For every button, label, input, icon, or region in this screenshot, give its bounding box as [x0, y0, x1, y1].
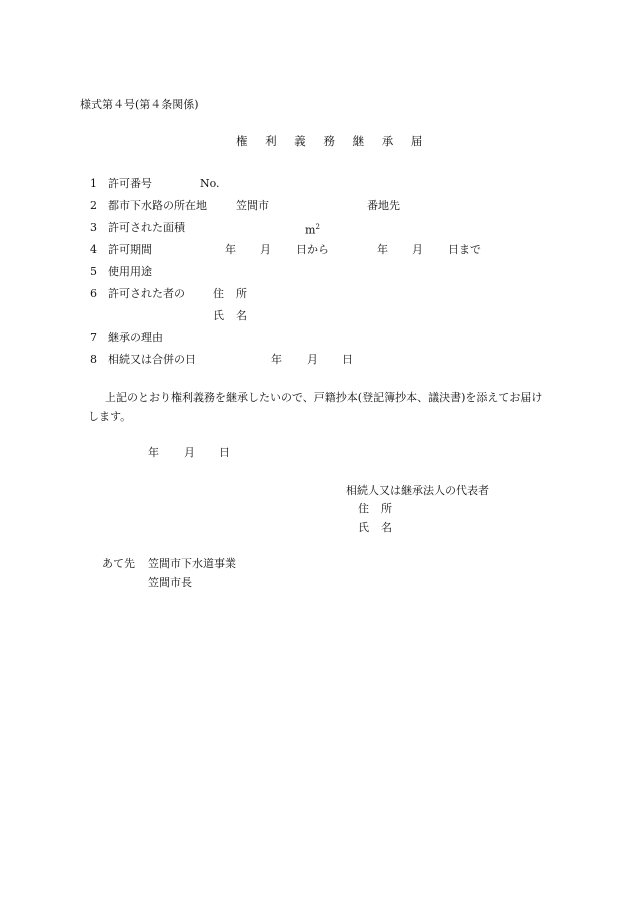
form-number: 様式第４号(第４条関係) [80, 98, 199, 111]
succession-month: 月 [307, 353, 318, 366]
item-number: 2 [90, 199, 97, 212]
body-paragraph: 上記のとおり権利義務を継承したいので、戸籍抄本(登記簿抄本、議決書)を添えてお届けします。 [88, 391, 543, 423]
item-label-succession-date: 相続又は合併の日 [108, 353, 196, 366]
area-unit: $m^2$ [305, 223, 320, 237]
date-year: 年 [148, 446, 159, 459]
period-start-month: 月 [260, 243, 271, 256]
permit-number-prefix: No. [200, 177, 220, 190]
recipient-line-1: 笠間市下水道事業 [148, 557, 236, 570]
location-city: 笠間市 [236, 199, 269, 212]
recipient-line-2: 笠間市長 [148, 576, 192, 589]
period-end-month: 月 [412, 243, 423, 256]
period-end-day: 日まで [448, 243, 481, 256]
applicant-heading: 相続人又は継承法人の代表者 [346, 484, 489, 497]
item-number: 1 [90, 177, 97, 190]
item-number: 4 [90, 243, 97, 256]
succession-year: 年 [271, 353, 282, 366]
permittee-address-label-1: 住 [213, 287, 224, 300]
recipient-label: あて先 [102, 557, 135, 570]
item-number: 8 [90, 353, 97, 366]
applicant-name-label-2: 名 [381, 521, 392, 534]
item-number: 6 [90, 287, 97, 300]
item-label-permittee: 許可された者の [108, 287, 185, 300]
permittee-address-label-2: 所 [236, 287, 247, 300]
item-number: 3 [90, 221, 97, 234]
date-day: 日 [219, 446, 230, 459]
item-label-reason: 継承の理由 [108, 331, 163, 344]
period-start-day: 日から [296, 243, 329, 256]
item-label-area: 許可された面積 [108, 221, 185, 234]
item-number: 7 [90, 331, 97, 344]
applicant-name-label-1: 氏 [358, 521, 369, 534]
permittee-name-label-2: 名 [236, 309, 247, 322]
item-label-location: 都市下水路の所在地 [108, 199, 207, 212]
item-label-permit-number: 許可番号 [108, 177, 152, 190]
item-number: 5 [90, 265, 97, 278]
applicant-address-label-1: 住 [358, 502, 369, 515]
period-start-year: 年 [225, 243, 236, 256]
page-title: 権 利 義 務 継 承 届 [236, 134, 430, 148]
date-month: 月 [184, 446, 195, 459]
succession-day: 日 [342, 353, 353, 366]
location-suffix: 番地先 [367, 199, 400, 212]
item-label-period: 許可期間 [108, 243, 152, 256]
permittee-name-label-1: 氏 [213, 309, 224, 322]
applicant-address-label-2: 所 [381, 502, 392, 515]
item-label-use: 使用用途 [108, 265, 152, 278]
period-end-year: 年 [377, 243, 388, 256]
